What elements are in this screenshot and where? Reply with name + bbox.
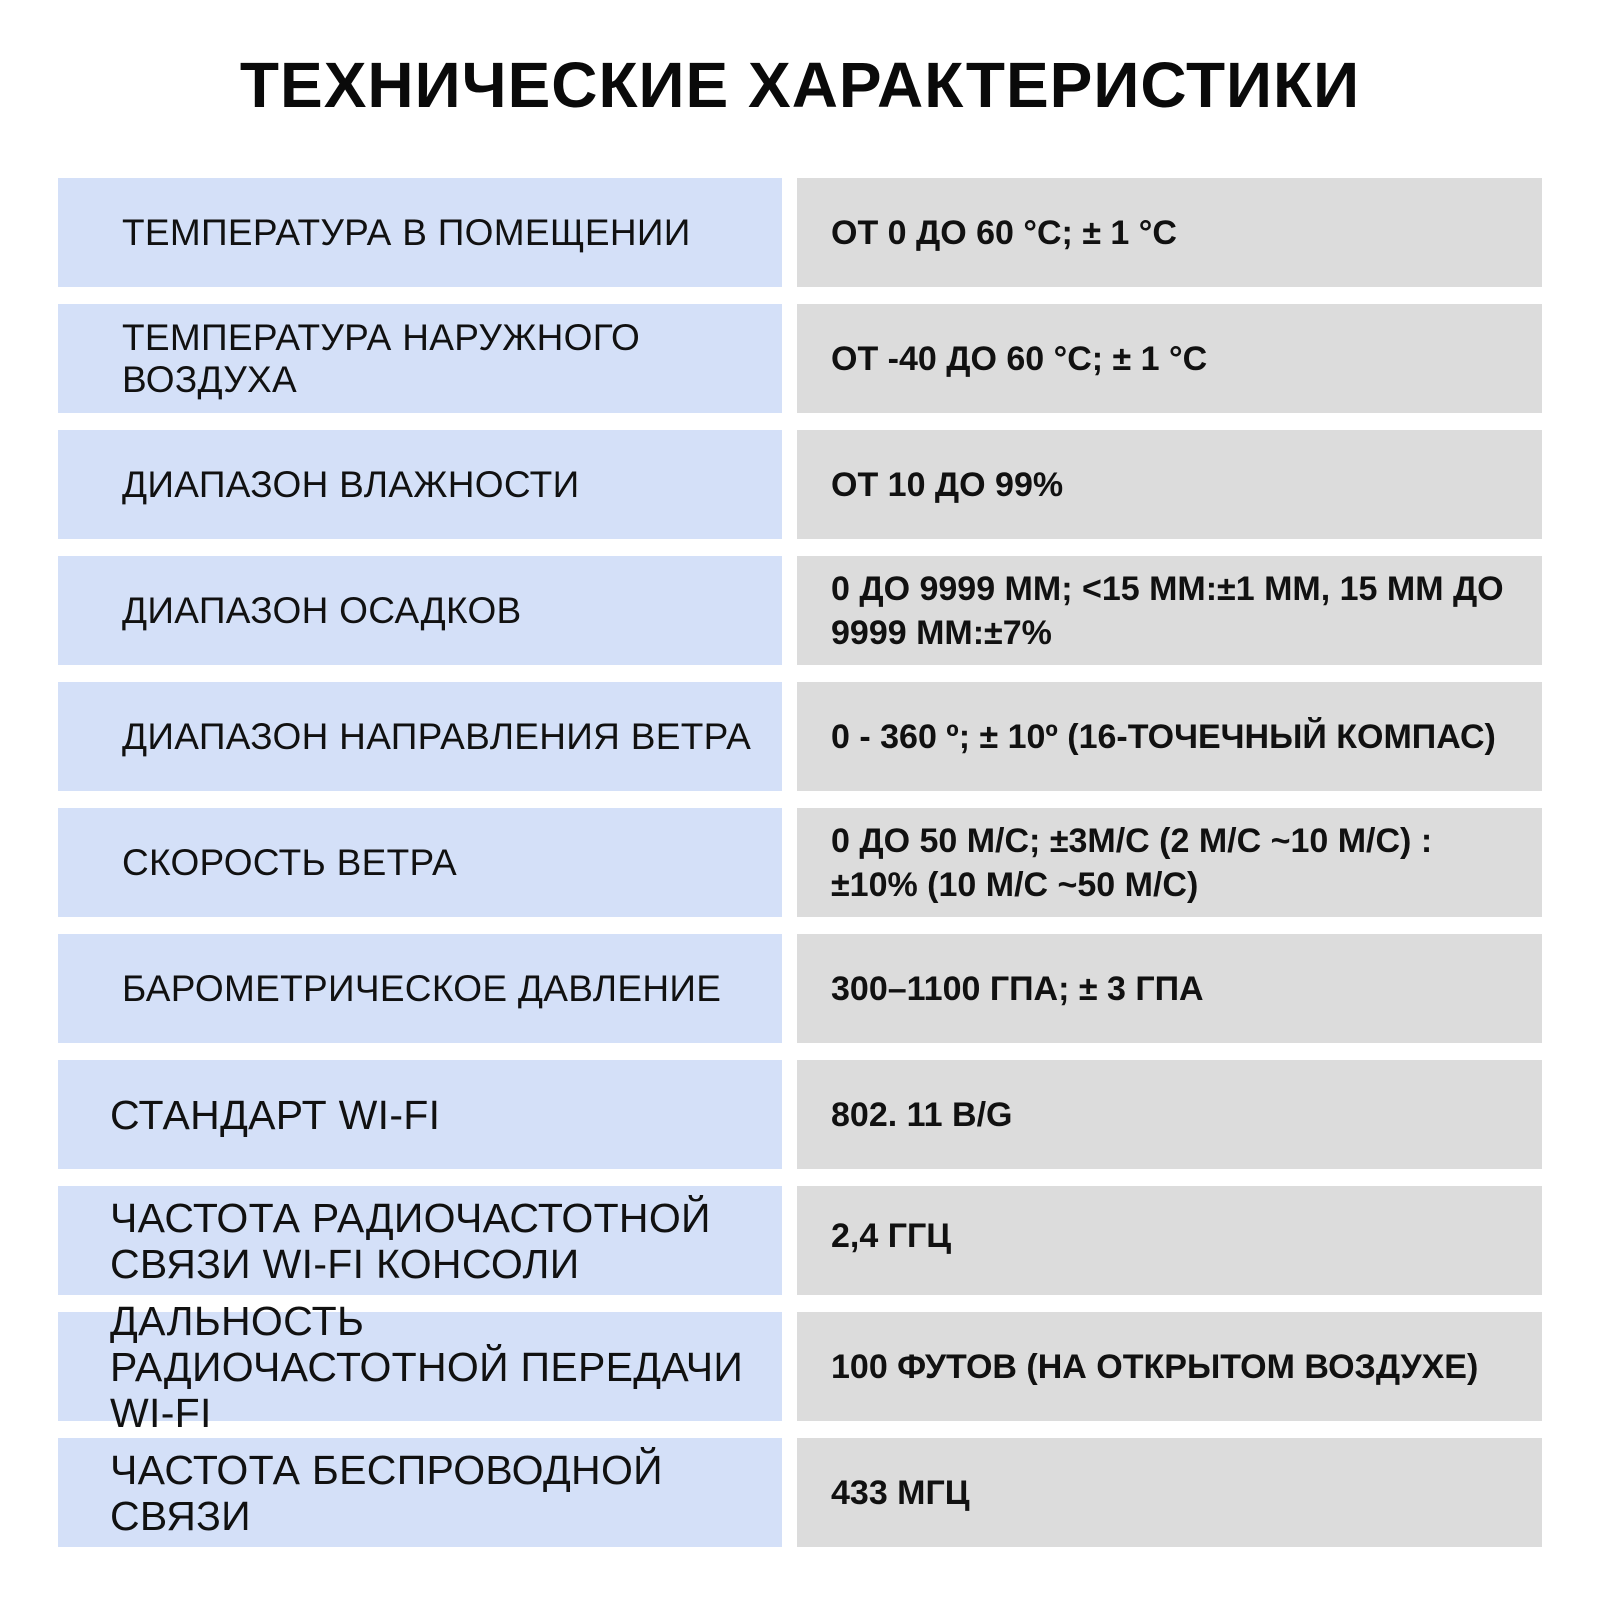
spec-label: СТАНДАРТ WI-FI [58, 1060, 782, 1169]
spec-label: СКОРОСТЬ ВЕТРА [58, 808, 782, 917]
spec-label: ДИАПАЗОН ВЛАЖНОСТИ [58, 430, 782, 539]
spec-label: ТЕМПЕРАТУРА В ПОМЕЩЕНИИ [58, 178, 782, 287]
spec-row-indoor-temperature [58, 178, 1542, 287]
spec-value: 0 ДО 9999 ММ; <15 ММ:±1 ММ, 15 ММ ДО 9999 ММ:±7% [797, 556, 1542, 665]
spec-label: ЧАСТОТА БЕСПРОВОДНОЙ СВЯЗИ [58, 1438, 782, 1547]
spec-row-precipitation-range [58, 556, 1542, 665]
spec-row-barometric-pressure [58, 934, 1542, 1043]
spec-value: 100 ФУТОВ (НА ОТКРЫТОМ ВОЗДУХЕ) [797, 1312, 1542, 1421]
spec-value: 0 ДО 50 М/С; ±3М/С (2 М/С ~10 М/С) : ±10% (10 М/С ~50 М/С) [797, 808, 1542, 917]
spec-row-wind-direction [58, 682, 1542, 791]
spec-label: ДИАПАЗОН ОСАДКОВ [58, 556, 782, 665]
spec-table [58, 178, 1542, 1564]
spec-row-outdoor-temperature [58, 304, 1542, 413]
spec-label: БАРОМЕТРИЧЕСКОЕ ДАВЛЕНИЕ [58, 934, 782, 1043]
spec-row-wireless-frequency [58, 1438, 1542, 1547]
spec-value: 300–1100 ГПА; ± 3 ГПА [797, 934, 1542, 1043]
spec-label: ДИАПАЗОН НАПРАВЛЕНИЯ ВЕТРА [58, 682, 782, 791]
spec-row-humidity-range [58, 430, 1542, 539]
spec-row-wifi-standard [58, 1060, 1542, 1169]
spec-row-wind-speed [58, 808, 1542, 917]
page-title: ТЕХНИЧЕСКИЕ ХАРАКТЕРИСТИКИ [239, 49, 1361, 121]
spec-row-wifi-range [58, 1297, 1542, 1436]
spec-value: ОТ 10 ДО 99% [797, 430, 1542, 539]
spec-value: 0 - 360 º; ± 10º (16-ТОЧЕЧНЫЙ КОМПАС) [797, 682, 1542, 791]
spec-label: ТЕМПЕРАТУРА НАРУЖНОГО ВОЗДУХА [58, 304, 782, 413]
spec-value: 802. 11 B/G [797, 1060, 1542, 1169]
spec-row-wifi-frequency [58, 1186, 1542, 1295]
spec-label: ДАЛЬНОСТЬ РАДИОЧАСТОТНОЙ ПЕРЕДАЧИ WI-FI [58, 1312, 782, 1421]
spec-label: ЧАСТОТА РАДИОЧАСТОТНОЙ СВЯЗИ WI-FI КОНСОЛИ [58, 1186, 782, 1295]
spec-value: 433 МГЦ [797, 1438, 1542, 1547]
spec-value: 2,4 ГГЦ [797, 1186, 1542, 1295]
spec-value: ОТ -40 ДО 60 °C; ± 1 °C [797, 304, 1542, 413]
spec-value: ОТ 0 ДО 60 °C; ± 1 °C [797, 178, 1542, 287]
